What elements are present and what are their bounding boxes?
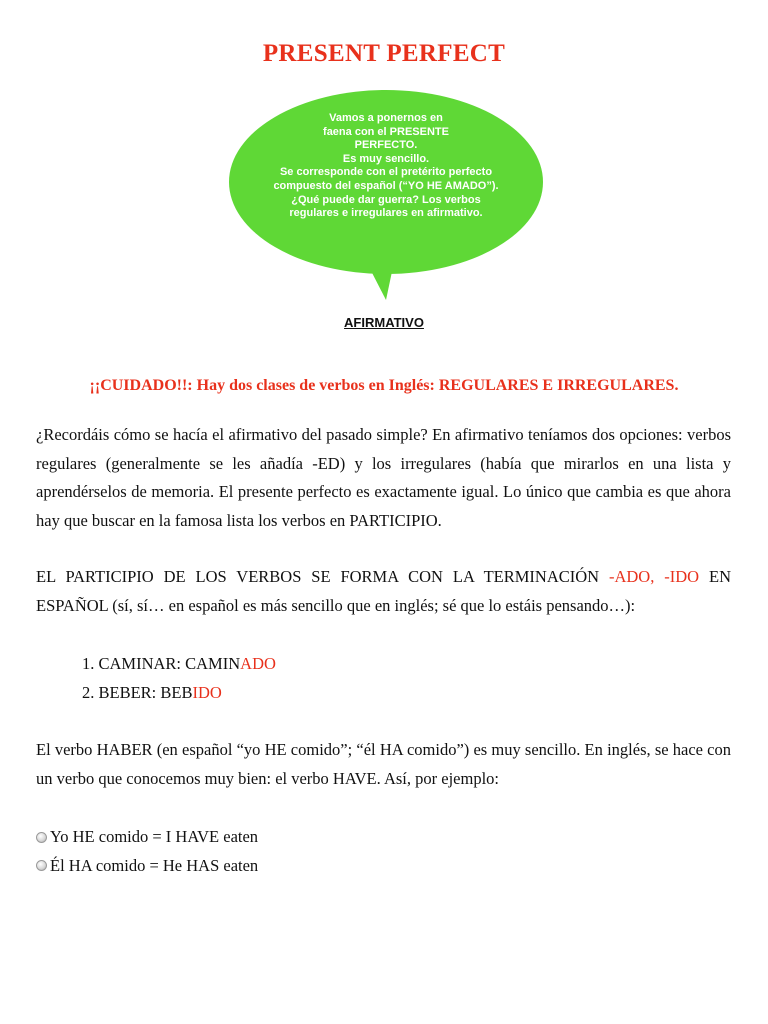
paragraph-participle-end: EN ESPAÑOL (sí, sí… en español es más sencillo que en inglés; sé que lo estáis pensando…): xyxy=(36,567,731,615)
bubble-line: compuesto del español (“YO HE AMADO”). xyxy=(273,179,499,192)
example-stem: CAMIN xyxy=(185,654,241,673)
list-item xyxy=(82,679,276,708)
example-stem: BEB xyxy=(160,682,193,702)
examples-list xyxy=(82,650,276,707)
bubble-line: regulares e irregulares en afirmativo. xyxy=(289,207,483,220)
example-verb: BEBER: xyxy=(98,682,157,702)
example-ending: ADO xyxy=(240,654,276,673)
list-item xyxy=(82,650,276,679)
bubble-line: Es muy sencillo. xyxy=(342,152,430,165)
bubble-line: PERFECTO. xyxy=(354,139,418,152)
list-item xyxy=(36,823,258,852)
speech-bubble xyxy=(228,86,544,304)
bubble-line: Vamos a ponernos en xyxy=(329,112,443,124)
speech-bubble-text xyxy=(256,112,516,221)
list-number: 1. xyxy=(82,654,95,673)
example-ending: IDO xyxy=(192,682,222,702)
bullet-list xyxy=(36,823,258,880)
bullet-icon xyxy=(36,832,47,843)
bullet-icon xyxy=(36,860,47,871)
list-item xyxy=(36,852,258,881)
bubble-line: ¿Qué puede dar guerra? Los verbos xyxy=(291,193,481,206)
bullet-text: Él HA comido = He HAS eaten xyxy=(50,855,259,875)
paragraph-participle xyxy=(36,563,731,620)
warning-text: ¡¡CUIDADO!!: Hay dos clases de verbos en Inglés: REGULARES E IRREGULARES. xyxy=(89,377,679,394)
participle-endings: -ADO, -IDO xyxy=(608,567,700,586)
bubble-line: faena con el PRESENTE xyxy=(323,125,449,138)
bubble-line: Se corresponde con el pretérito perfecto xyxy=(279,166,493,179)
paragraph-intro: ¿Recordáis cómo se hacía el afirmativo del pasado simple? En afirmativo teníamos dos opciones: verbos regulares (generalmente se les añadía -ED) y los irregulares (había que mirarlos en una lista y aprendérselos de memoria. El presente perfecto es exactamente igual. Lo único que cambia es que ahora hay que buscar en la famosa lista los verbos en PARTICIPIO. xyxy=(36,425,731,530)
list-number: 2. xyxy=(82,682,95,702)
page-title: PRESENT PERFECT xyxy=(262,40,506,67)
paragraph-participle-start: EL PARTICIPIO DE LOS VERBOS SE FORMA CON LA TERMINACIÓN xyxy=(36,567,609,586)
bullet-text: Yo HE comido = I HAVE eaten xyxy=(50,827,259,846)
example-verb: CAMINAR: xyxy=(98,654,182,673)
section-heading: AFIRMATIVO xyxy=(344,315,424,330)
paragraph-haber: El verbo HABER (en español “yo HE comido”; “él HA comido”) es muy sencillo. En inglés, se hace con un verbo que conocemos muy bien: el verbo HAVE. Así, por ejemplo: xyxy=(36,740,731,788)
